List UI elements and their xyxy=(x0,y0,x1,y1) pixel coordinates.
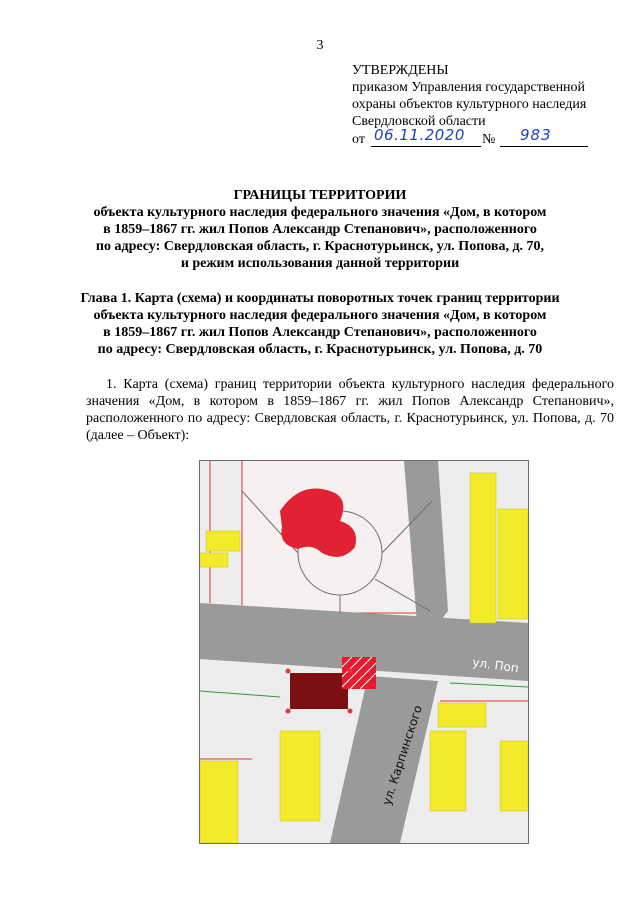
chapter-heading xyxy=(40,290,600,358)
building-6 xyxy=(430,731,466,811)
object-building xyxy=(290,673,348,709)
paragraph-1-text: 1. Карта (схема) границ территории объекта культурного наследия федерального значения «Дом, в котором в 1859–1867 гг. жил Попов Александр Степанович», расположенного по адресу: Свердловская область, г. Краснотурьинск, ул. Попова, д. 70 (далее – Объект): xyxy=(86,377,614,443)
title-line-5: и режим использования данной территории xyxy=(180,256,460,271)
chapter-line-3: в 1859–1867 гг. жил Попов Александр Степанович», расположенного xyxy=(103,325,537,340)
street-label-karpinskogo: ул. Карпинского xyxy=(379,703,426,807)
boundary-point-4 xyxy=(286,709,291,714)
territory-map xyxy=(199,460,529,844)
title-line-3: в 1859–1867 гг. жил Попов Александр Степанович», расположенного xyxy=(103,222,537,237)
chapter-line-2: объекта культурного наследия федерального значения «Дом, в котором xyxy=(93,308,547,323)
approval-line-2: приказом Управления государственной xyxy=(352,80,586,95)
paragraph-1 xyxy=(86,376,614,444)
building-2 xyxy=(200,553,228,567)
title-line-1: ГРАНИЦЫ ТЕРРИТОРИИ xyxy=(233,188,407,203)
building-3 xyxy=(470,473,496,623)
chapter-line-1: Глава 1. Карта (схема) и координаты поворотных точек границ территории xyxy=(80,291,560,306)
building-4 xyxy=(498,509,528,619)
title-line-4: по адресу: Свердловская область, г. Краснотурьинск, ул. Попова, д. 70, xyxy=(95,239,545,254)
boundary-point-1 xyxy=(286,669,291,674)
boundary-point-3 xyxy=(348,709,353,714)
approval-from-label: от xyxy=(352,132,365,147)
territory-map-svg xyxy=(200,461,528,843)
approval-line-4: Свердловской области xyxy=(352,114,486,129)
approval-number-label: № xyxy=(482,132,496,147)
approval-line-3: охраны объектов культурного наследия xyxy=(352,97,587,112)
number-underline xyxy=(500,146,588,147)
boundary-point-2 xyxy=(348,669,353,674)
approval-line-1: УТВЕРЖДЕНЫ xyxy=(352,63,449,78)
date-underline xyxy=(371,146,481,147)
street-label-popova: ул. Поп xyxy=(471,655,520,676)
building-7 xyxy=(200,761,238,843)
chapter-line-4: по адресу: Свердловская область, г. Краснотурьинск, ул. Попова, д. 70 xyxy=(97,342,543,357)
building-1 xyxy=(206,531,240,551)
handwritten-number: 983 xyxy=(520,126,552,144)
handwritten-date: 06.11.2020 xyxy=(374,126,465,144)
approval-date-number-row xyxy=(352,126,632,149)
building-8 xyxy=(280,731,320,821)
building-5 xyxy=(438,703,486,727)
page-number: 3 xyxy=(316,38,324,53)
document-title xyxy=(40,187,600,272)
title-line-2: объекта культурного наследия федерального значения «Дом, в котором xyxy=(93,205,547,220)
approval-stamp-block xyxy=(352,62,632,149)
building-9 xyxy=(500,741,528,811)
